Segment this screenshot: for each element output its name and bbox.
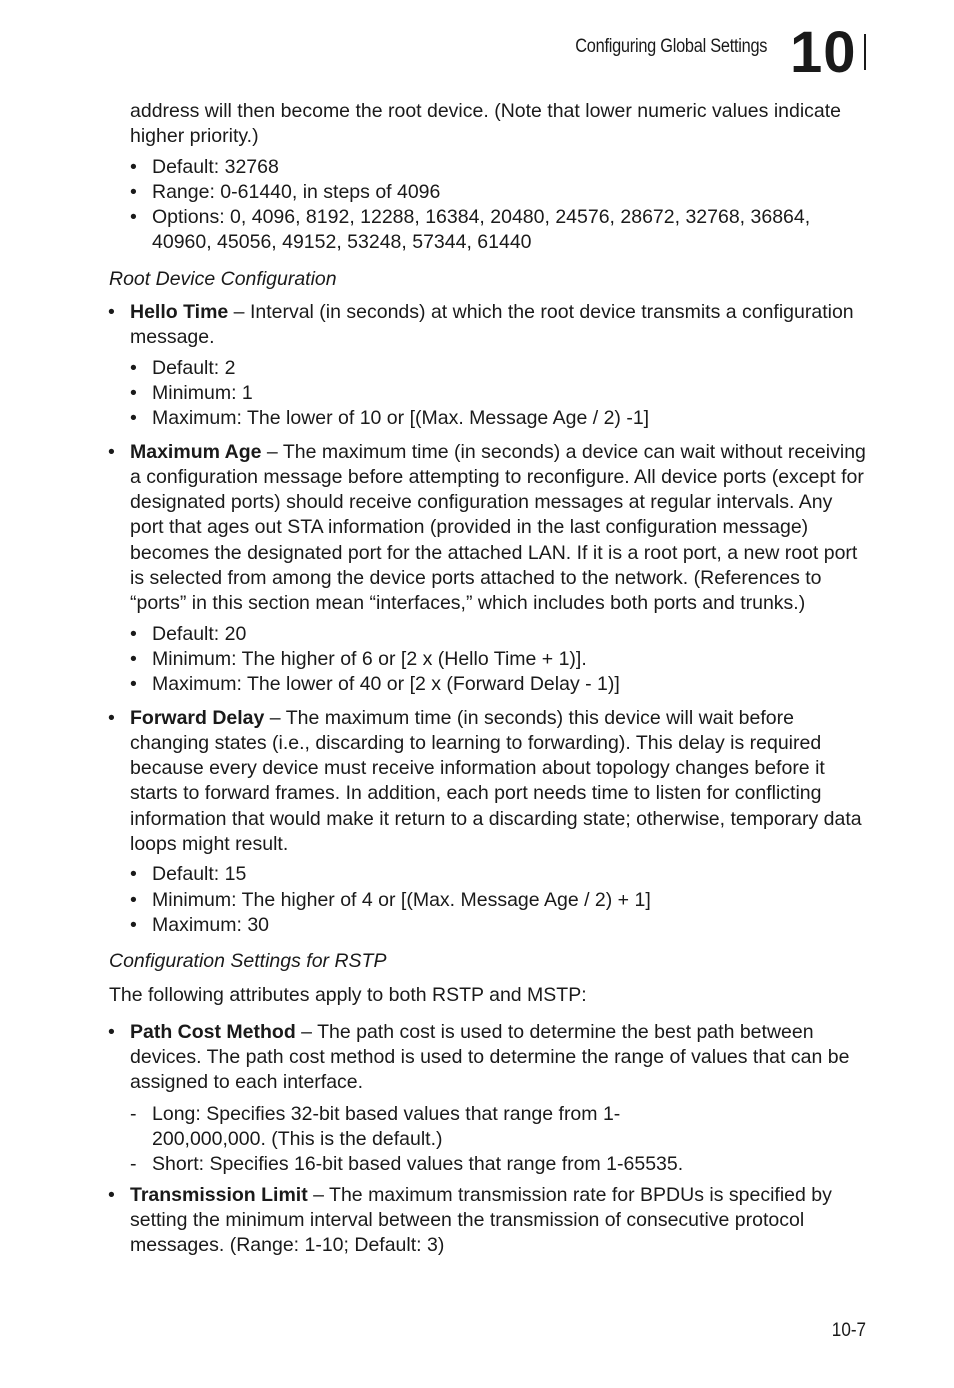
list-item: • Maximum: The lower of 10 or [(Max. Message Age / 2) -1] bbox=[130, 407, 650, 430]
priority-list bbox=[0, 155, 954, 256]
transmission-limit-item: • Transmission Limit – The maximum transmission rate for BPDUs is specified by setting the minimum interval between the transmission of consecutive protocol messages. (Range: 1-10; Default: 3) bbox=[108, 1183, 832, 1257]
list-item: • Default: 2 bbox=[130, 356, 236, 379]
page-body bbox=[0, 99, 954, 1258]
term: Path Cost Method bbox=[130, 1020, 296, 1043]
term: Hello Time bbox=[130, 301, 229, 324]
term: Transmission Limit bbox=[130, 1183, 308, 1206]
root-device-heading: Root Device Configuration bbox=[109, 267, 337, 290]
hello-time-item: • Hello Time – Interval (in seconds) at which the root device transmits a configuration message. • Default: 2 • Minimum: 1 • Maximum: The lower of 10 or [(Max. Message Age / 2) -1] bbox=[0, 300, 954, 431]
rstp-heading: Configuration Settings for RSTP bbox=[109, 950, 387, 973]
path-cost-method-item: • Path Cost Method – The path cost is used to determine the best path between devices. The path cost method is used to determine the range of values that can be assigned to each interface. - Long: Specifies 32-bit based values that range from 1-200,000,000. (This is the default.) - Short: Specifies 16-bit based values that range from 1-65535. bbox=[0, 1020, 954, 1178]
list-item: • Default: 15 bbox=[130, 863, 247, 886]
forward-delay-item: • Forward Delay – The maximum time (in seconds) this device will wait before changing states (i.e., discarding to learning to forwarding). This delay is required because every device must receive information about topology changes before it starts to forward frames. In addition, each port needs time to listen for conflicting information that would make it return to a discarding state; otherwise, temporary data loops might result. • Default: 15 • Minimum: The higher of 4 or [(Max. Message Age / 2) + 1] • Maximum: 30 bbox=[0, 706, 954, 939]
list-item: • Maximum: 30 bbox=[130, 913, 270, 936]
term: Maximum Age bbox=[130, 440, 262, 463]
chapter-rule bbox=[864, 34, 866, 70]
list-item: • Minimum: 1 bbox=[130, 381, 253, 404]
list-item: • Range: 0-61440, in steps of 4096 bbox=[130, 180, 441, 203]
list-item: • Default: 32768 bbox=[130, 155, 279, 178]
chapter-number: 10 bbox=[790, 20, 857, 85]
header-title: Configuring Global Settings bbox=[575, 36, 767, 57]
list-item: • Maximum: The lower of 40 or [2 x (Forward Delay - 1)] bbox=[130, 673, 620, 696]
list-item: • Options: 0, 4096, 8192, 12288, 16384, 20480, 24576, 28672, 32768, 36864, 40960, 45056, 49152, 53248, 57344, 61440 bbox=[130, 206, 811, 254]
list-item: - Short: Specifies 16-bit based values that range from 1-65535. bbox=[130, 1153, 684, 1176]
list-item: • Minimum: The higher of 4 or [(Max. Message Age / 2) + 1] bbox=[130, 888, 651, 911]
term: Forward Delay bbox=[130, 706, 265, 729]
list-item: - Long: Specifies 32-bit based values that range from 1-200,000,000. (This is the default.) bbox=[130, 1102, 621, 1150]
rstp-intro: The following attributes apply to both RSTP and MSTP: bbox=[109, 983, 587, 1006]
page-number: 10-7 bbox=[831, 1320, 866, 1341]
root-config-list bbox=[0, 300, 954, 938]
list-item: • Default: 20 bbox=[130, 622, 247, 645]
intro-paragraph: address will then become the root device. (Note that lower numeric values indicate higher priority.) bbox=[130, 100, 842, 148]
maximum-age-item: • Maximum Age – The maximum time (in seconds) a device can wait without receiving a configuration message before attempting to reconfigure. All device ports (except for designated ports) should receive configuration messages at regular intervals. Any port that ages out STA information (provided in the last configuration message) becomes the designated port for the attached LAN. If it is a root port, a new root port is selected from among the device ports attached to the network. (References to “ports” in this section mean “interfaces,” which includes both ports and trunks.) • Default: 20 • Minimum: The higher of 6 or [2 x (Hello Time + 1)]. • Maximum: The lower of 40 or [2 x (Forward Delay - 1)] bbox=[0, 440, 954, 698]
list-item: • Minimum: The higher of 6 or [2 x (Hello Time + 1)]. bbox=[130, 647, 587, 670]
rstp-list bbox=[0, 1020, 954, 1259]
